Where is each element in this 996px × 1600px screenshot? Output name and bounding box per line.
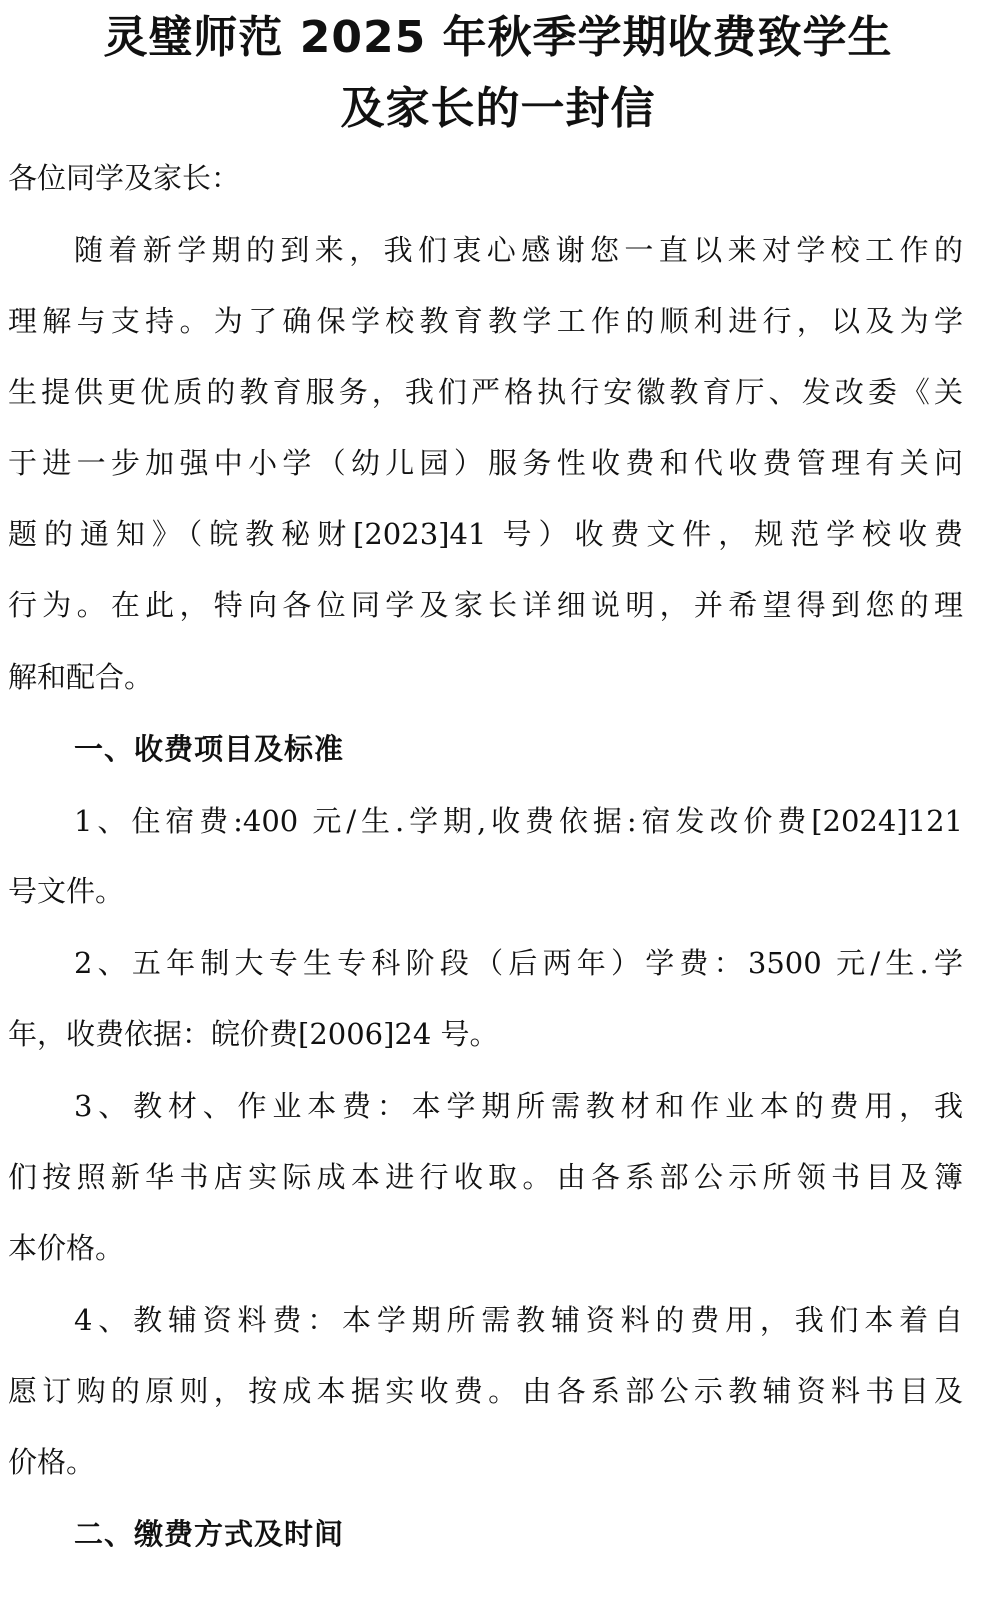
fee-item-1-line: 号文件。	[8, 874, 125, 908]
fee-item-3-line: 本价格。	[8, 1231, 125, 1265]
greeting: 各位同学及家长：	[8, 161, 241, 195]
intro-line: 于进一步加强中小学（幼儿园）服务性收费和代收费管理有关问	[8, 446, 963, 480]
title-line-2: 及家长的一封信	[340, 83, 656, 134]
intro-line: 生提供更优质的教育服务，我们严格执行安徽教育厅、发改委《关	[8, 375, 963, 409]
intro-line: 行为。在此，特向各位同学及家长详细说明，并希望得到您的理	[8, 588, 963, 622]
intro-line: 题的通知》（皖教秘财[2023]41 号）收费文件，规范学校收费	[8, 517, 963, 551]
fee-item-2-line: 年，收费依据：皖价费[2006]24 号。	[8, 1017, 499, 1051]
title-line-1: 灵璧师范 2025 年秋季学期收费致学生	[103, 12, 893, 63]
fee-item-2-line: 2、五年制大专生专科阶段（后两年）学费：3500 元/生.学	[74, 946, 963, 980]
section-1-heading: 一、收费项目及标准	[74, 732, 345, 766]
fee-item-3-line: 们按照新华书店实际成本进行收取。由各系部公示所领书目及簿	[8, 1160, 963, 1194]
intro-line: 理解与支持。为了确保学校教育教学工作的顺利进行，以及为学	[8, 304, 963, 338]
fee-item-4-line: 愿订购的原则，按成本据实收费。由各系部公示教辅资料书目及	[8, 1374, 963, 1408]
fee-item-4-line: 4、教辅资料费：本学期所需教辅资料的费用，我们本着自	[74, 1303, 963, 1337]
fee-item-3-line: 3、教材、作业本费：本学期所需教材和作业本的费用，我	[74, 1089, 963, 1123]
section-2-heading: 二、缴费方式及时间	[74, 1517, 345, 1551]
intro-line: 随着新学期的到来，我们衷心感谢您一直以来对学校工作的	[74, 233, 963, 267]
intro-line: 解和配合。	[8, 660, 154, 694]
fee-item-1-line: 1、住宿费:400 元/生.学期,收费依据:宿发改价费[2024]121	[74, 804, 963, 838]
fee-item-4-line: 价格。	[8, 1445, 96, 1479]
